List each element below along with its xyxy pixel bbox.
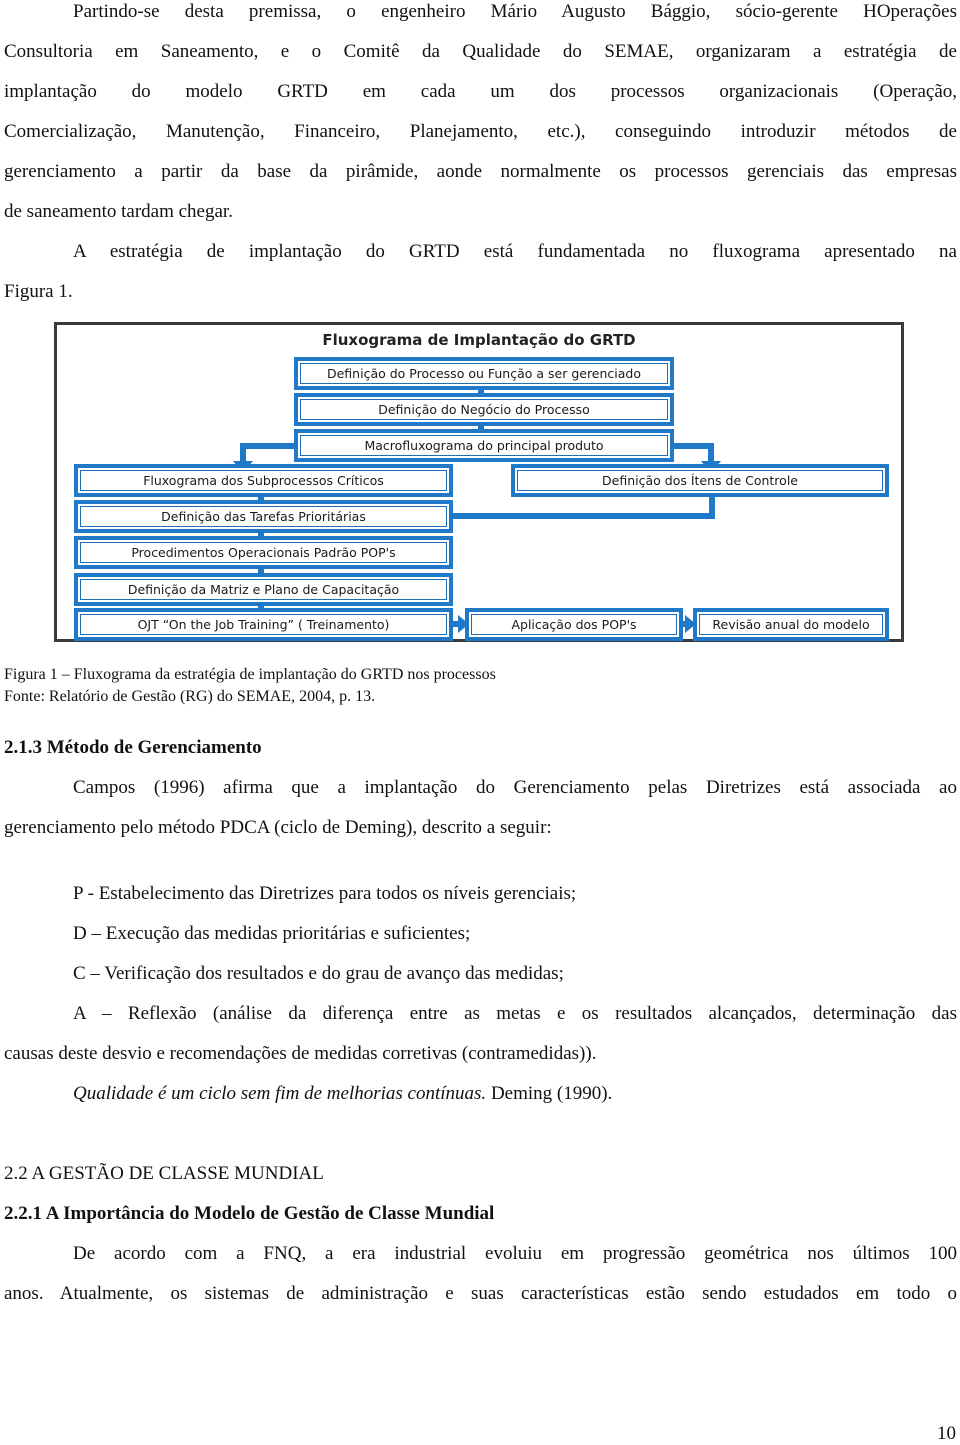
para1-line-3: implantação do modelo GRTD em cada um dos processos organizacionais (Operação, bbox=[4, 81, 957, 102]
pdca-c: C – Verificação dos resultados e do grau de avanço das medidas; bbox=[73, 963, 564, 984]
para1-line-5: gerenciamento a partir da base da pirâmide, aonde normalmente os processos gerenciais das empresas bbox=[4, 161, 957, 182]
para2-line-2: Figura 1. bbox=[4, 281, 73, 302]
box-itens-controle: Definição dos Ítens de Controle bbox=[517, 470, 883, 491]
box-aplicacao-pops: Aplicação dos POP's bbox=[471, 614, 677, 635]
box-definicao-negocio: Definição do Negócio do Processo bbox=[300, 399, 668, 420]
para1-line-4: Comercialização, Manutenção, Financeiro, Planejamento, etc.), conseguindo introduzir métodos de bbox=[4, 121, 957, 142]
section-213-line-2: gerenciamento pelo método PDCA (ciclo de Deming), descrito a seguir: bbox=[4, 817, 552, 838]
arrow-right-icon bbox=[685, 615, 696, 633]
box-pops: Procedimentos Operacionais Padrão POP's bbox=[80, 542, 447, 563]
deming-quote bbox=[73, 1084, 957, 1104]
pdca-p: P - Estabelecimento das Diretrizes para todos os níveis gerenciais; bbox=[73, 883, 577, 904]
connector bbox=[258, 532, 264, 540]
para2-line-1: A estratégia de implantação do GRTD está fundamentada no fluxograma apresentado na bbox=[73, 241, 957, 262]
box-tarefas-prioritarias: Definição das Tarefas Prioritárias bbox=[80, 506, 447, 527]
connector bbox=[240, 443, 298, 449]
section-heading-2-1-3: 2.1.3 Método de Gerenciamento bbox=[4, 737, 262, 758]
pdca-a-line-2: causas deste desvio e recomendações de medidas corretivas (contramedidas)). bbox=[4, 1043, 597, 1064]
para1-line-6: de saneamento tardam chegar. bbox=[4, 201, 233, 222]
figure-source: Fonte: Relatório de Gestão (RG) do SEMAE, 2004, p. 13. bbox=[4, 688, 376, 705]
box-revisao-anual: Revisão anual do modelo bbox=[699, 614, 883, 635]
section-213-line-1: Campos (1996) afirma que a implantação do Gerenciamento pelas Diretrizes está associada ao bbox=[73, 777, 957, 798]
pdca-d: D – Execução das medidas prioritárias e suficientes; bbox=[73, 923, 471, 944]
arrow-right-icon bbox=[458, 615, 469, 633]
figure-title: Fluxograma de Implantação do GRTD bbox=[322, 331, 636, 349]
connector bbox=[258, 605, 264, 613]
para1-line-2: Consultoria em Saneamento, e o Comitê da Qualidade do SEMAE, organizaram a estratégia de bbox=[4, 41, 957, 62]
connector bbox=[478, 424, 484, 432]
quote-text: Qualidade é um ciclo sem fim de melhorias contínuas. bbox=[73, 1083, 487, 1104]
section-heading-2-2-1: 2.2.1 A Importância do Modelo de Gestão de Classe Mundial bbox=[4, 1203, 495, 1224]
connector bbox=[453, 513, 715, 519]
box-definicao-processo: Definição do Processo ou Função a ser gerenciado bbox=[300, 363, 668, 384]
box-macrofluxograma: Macrofluxograma do principal produto bbox=[300, 435, 668, 456]
connector bbox=[258, 568, 264, 578]
page-number: 10 bbox=[937, 1423, 956, 1444]
flowchart-figure bbox=[54, 322, 904, 642]
section-heading-2-2: 2.2 A GESTÃO DE CLASSE MUNDIAL bbox=[4, 1163, 324, 1184]
connector bbox=[258, 496, 264, 504]
para1-line-1: Partindo-se desta premissa, o engenheiro Mário Augusto Bággio, sócio-gerente HOperações bbox=[73, 1, 957, 22]
figure-caption: Figura 1 – Fluxograma da estratégia de implantação do GRTD nos processos bbox=[4, 666, 496, 683]
box-ojt: OJT “On the Job Training” ( Treinamento) bbox=[80, 614, 447, 635]
pdca-a-line-1: A – Reflexão (análise da diferença entre as metas e os resultados alcançados, determinação das bbox=[73, 1003, 957, 1024]
box-fluxograma-subprocessos: Fluxograma dos Subprocessos Críticos bbox=[80, 470, 447, 491]
box-matriz-capacitacao: Definição da Matriz e Plano de Capacitação bbox=[80, 579, 447, 600]
connector bbox=[478, 388, 484, 396]
section-221-line-2: anos. Atualmente, os sistemas de administração e suas características estão sendo estudados em todo o bbox=[4, 1283, 957, 1304]
section-221-line-1: De acordo com a FNQ, a era industrial evoluiu em progressão geométrica nos últimos 100 bbox=[73, 1243, 957, 1264]
quote-author: Deming (1990). bbox=[486, 1083, 613, 1104]
